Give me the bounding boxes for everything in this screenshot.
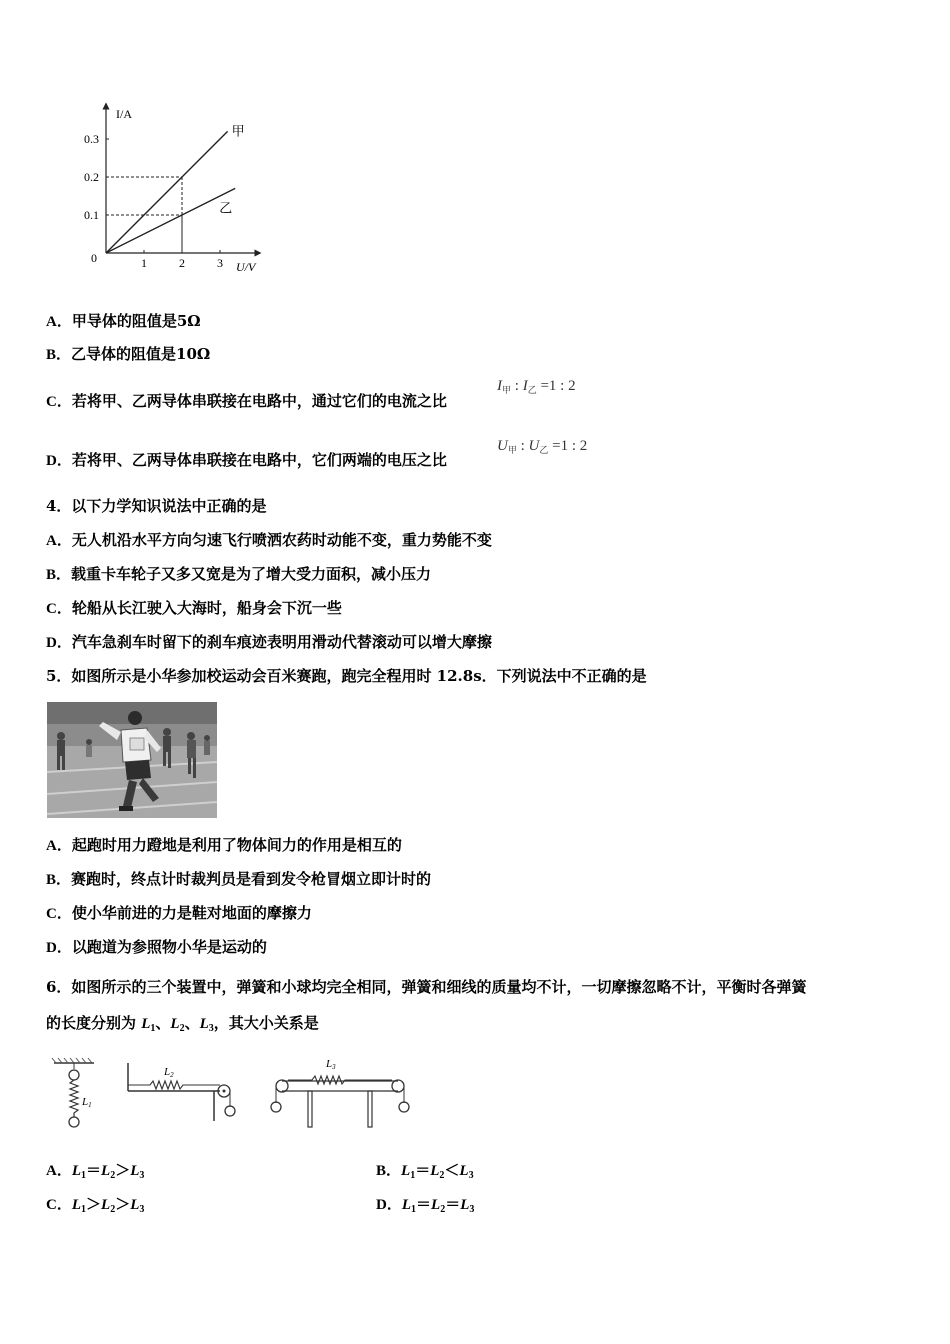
relation: ＞ (115, 1195, 131, 1213)
length-symbol: L (141, 1016, 151, 1032)
q3-option-b (46, 344, 210, 365)
option-letter: C． (46, 1197, 72, 1213)
relation: ＝ (416, 1195, 432, 1213)
option-letter: B． (46, 347, 72, 363)
q5-stem: 5．如图所示是小华参加校运动会百米赛跑，跑完全程用时 12.8s．下列说法中不正确的是 (46, 667, 647, 685)
option-text: 若将甲、乙两导体串联接在电路中，它们两端的电压之比 (71, 451, 447, 469)
ratio-value: =1 : 2 (552, 438, 588, 454)
option-letter: B． (46, 567, 72, 583)
ratio-subscript: 甲 (502, 385, 512, 395)
x-tick-label: 1 (141, 256, 147, 270)
q6-option-a: A．$L_1=L_2>L_3$ (46, 1161, 145, 1181)
y-tick-label: 0.3 (84, 132, 99, 146)
option-text: 载重卡车轮子又多又宽是为了增大受力面积，减小压力 (71, 565, 432, 583)
relation: ＜ (444, 1161, 460, 1179)
relation: ＝ (445, 1195, 461, 1213)
option-text: 赛跑时，终点计时裁判员是看到发令枪冒烟立即计时的 (71, 870, 432, 888)
q6-stem-line2: 的长度分别为 $L_1$、$L_2$、$L_3$，其大小关系是 (46, 1014, 319, 1034)
sprint-race-photo (47, 702, 217, 818)
ratio-symbol: I (497, 378, 502, 394)
relation: ＝ (415, 1161, 431, 1179)
q5-option-c (46, 903, 312, 924)
option-letter: C． (46, 906, 72, 922)
ratio-symbol: U (497, 438, 508, 454)
series-label: 甲 (231, 123, 245, 139)
x-tick-label: 3 (217, 256, 223, 270)
y-tick-label: 0.2 (84, 170, 99, 184)
ratio-subscript: 乙 (527, 385, 537, 395)
ratio-symbol: U (528, 438, 540, 454)
option-text: 无人机沿水平方向匀速飞行喷洒农药时动能不变，重力势能不变 (71, 531, 492, 549)
length-l3 (200, 1016, 214, 1032)
length-subscript: 2 (179, 1023, 185, 1034)
option-text: 汽车急刹车时留下的刹车痕迹表明用滑动代替滚动可以增大摩擦 (71, 633, 492, 651)
option-letter: D． (46, 635, 72, 651)
q4-option-d (46, 632, 492, 653)
q4-option-a (46, 530, 492, 551)
q5-option-b (46, 869, 431, 890)
option-letter: D． (376, 1197, 402, 1213)
length-l2 (170, 1016, 184, 1032)
option-letter: A． (46, 838, 72, 854)
ratio-subscript: 甲 (507, 445, 517, 455)
length-subscript: 3 (208, 1023, 214, 1034)
ratio-separator: : (520, 438, 525, 454)
label-l2: L2 (164, 1066, 174, 1079)
length-symbol: L (170, 1016, 180, 1032)
q6-option-d: D．$L_1=L_2=L_3$ (376, 1195, 475, 1215)
option-letter: C． (46, 394, 72, 410)
series-line-yi (106, 188, 235, 253)
relation: ＞ (115, 1161, 131, 1179)
option-letter: A． (46, 314, 72, 330)
q4-option-c (46, 598, 342, 619)
stem-text: ，其大小关系是 (213, 1014, 319, 1032)
length-l1 (141, 1016, 155, 1032)
option-letter: D． (46, 453, 72, 469)
series-label: 乙 (219, 200, 233, 216)
current-ratio-formula (497, 378, 576, 396)
iu-chart (80, 100, 280, 280)
option-letter: C． (46, 601, 72, 617)
y-axis-label: I/A (116, 107, 132, 121)
q6-option-c: C．$L_1>L_2>L_3$ (46, 1195, 145, 1215)
relation: ＞ (86, 1195, 102, 1213)
q3-option-c (46, 391, 447, 412)
label-l1: L1 (82, 1096, 92, 1109)
q4-stem: 4．以下力学知识说法中正确的是 (46, 497, 267, 515)
spring-devices-figure (50, 1055, 415, 1133)
option-text: 使小华前进的力是鞋对地面的摩擦力 (71, 904, 312, 922)
voltage-ratio-formula (497, 438, 587, 456)
q6-stem-line1: 6．如图所示的三个装置中，弹簧和小球均完全相同，弹簧和细线的质量均不计，一切摩擦忽略不计，平衡时各弹簧 (46, 978, 807, 996)
q6-option-b: B．$L_1=L_2<L_3$ (376, 1161, 474, 1181)
x-tick-label: 2 (179, 256, 185, 270)
stem-text: 的长度分别为 (46, 1014, 142, 1032)
option-letter: B． (46, 872, 72, 888)
ratio-value: =1 : 2 (540, 378, 576, 394)
q3-option-a (46, 311, 201, 332)
q4-option-b (46, 564, 431, 585)
ratio-subscript: 乙 (539, 445, 549, 455)
x-axis-label: U/V (236, 260, 256, 274)
q5-option-d (46, 937, 267, 958)
length-symbol: L (199, 1016, 209, 1032)
series-line-jia (106, 131, 228, 253)
option-text: 乙导体的阻值是10Ω (71, 345, 211, 363)
option-letter: D． (46, 940, 72, 956)
option-letter: A． (46, 533, 72, 549)
origin-label: 0 (91, 251, 97, 265)
relation: ＝ (86, 1161, 102, 1179)
ratio-symbol: I (522, 378, 528, 394)
option-text: 若将甲、乙两导体串联接在电路中，通过它们的电流之比 (71, 392, 447, 410)
q5-option-a (46, 835, 402, 856)
option-text: 轮船从长江驶入大海时，船身会下沉一些 (71, 599, 342, 617)
option-text: 起跑时用力蹬地是利用了物体间力的作用是相互的 (71, 836, 402, 854)
y-tick-label: 0.1 (84, 208, 99, 222)
q3-option-d (46, 450, 447, 471)
option-letter: B． (376, 1163, 402, 1179)
label-l3: L3 (326, 1058, 336, 1071)
length-subscript: 1 (150, 1023, 156, 1034)
option-text: 以跑道为参照物小华是运动的 (71, 938, 267, 956)
option-letter: A． (46, 1163, 72, 1179)
option-text: 甲导体的阻值是5Ω (71, 312, 201, 330)
ratio-separator: : (514, 378, 519, 394)
